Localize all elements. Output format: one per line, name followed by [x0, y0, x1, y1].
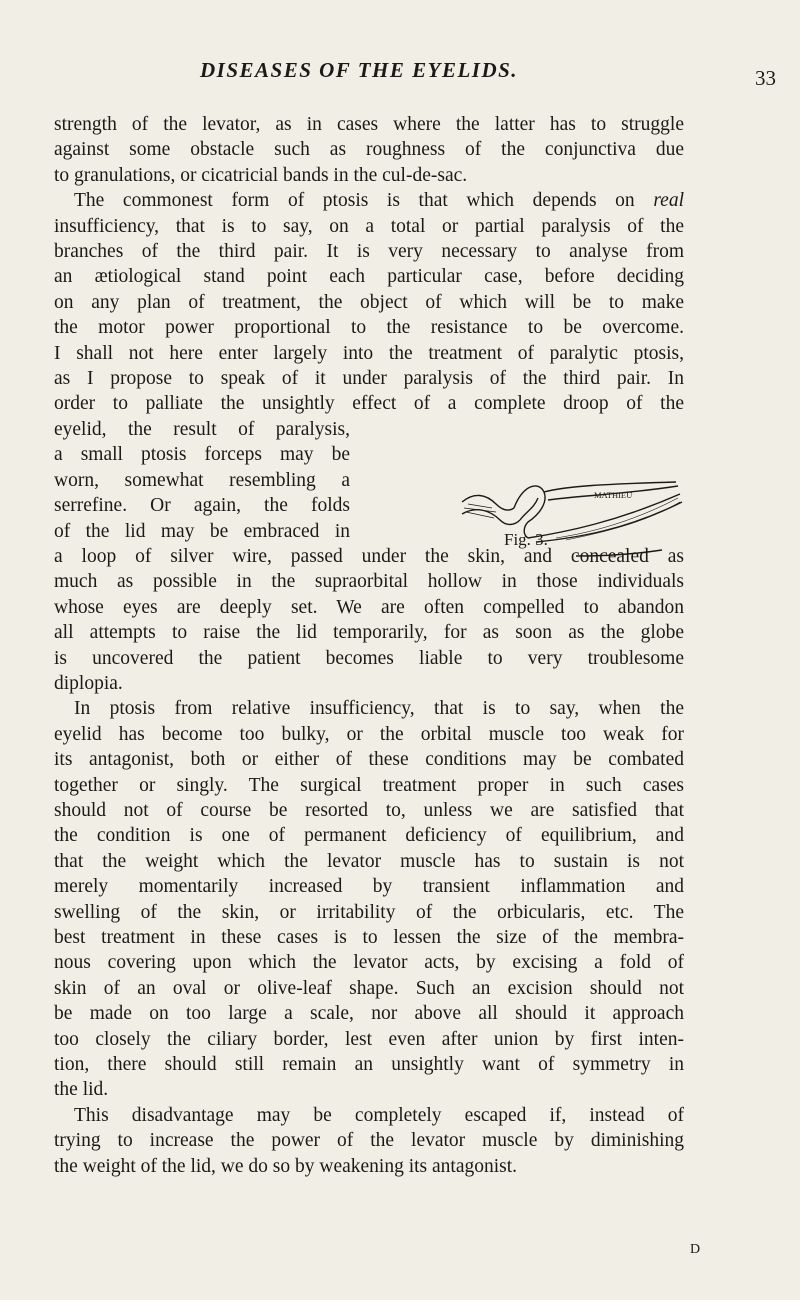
text-line: strength of the levator, as in cases where the latter has to struggle: [54, 114, 684, 135]
signature-mark: D: [690, 1242, 701, 1257]
text-line: much as possible in the supraorbital hollow in those individuals: [54, 571, 684, 593]
text-run: insufficiency, that is to say, on a total or partial paralysis of the: [54, 215, 684, 237]
italic-term: real: [653, 190, 685, 212]
text-line: that the weight which the levator muscle has to sustain is not: [54, 850, 684, 872]
text-line: the motor power proportional to the resistance to be overcome.: [54, 317, 684, 339]
text-line: as I propose to speak of it under paralysis of the third pair. In: [54, 368, 684, 390]
text-run: The commonest form of ptosis is that which depends on: [74, 190, 635, 212]
text-line: together or singly. The surgical treatment proper in such cases: [54, 774, 684, 796]
figure-caption: Fig. 3.: [504, 530, 548, 549]
text-line: against some obstacle such as roughness of the conjunctiva due: [54, 139, 684, 161]
text-line: all attempts to raise the lid temporarily, for as soon as the globe: [54, 622, 684, 644]
text-line: branches of the third pair. It is very necessary to analyse from: [54, 241, 684, 263]
engraved-maker-label: MATHIEU: [594, 490, 633, 500]
text-line: whose eyes are deeply set. We are often compelled to abandon: [54, 596, 684, 618]
text-line: should not of course be resorted to, unless we are satisfied that: [54, 799, 684, 821]
text-line: diplopia.: [54, 672, 123, 694]
text-line: nous covering upon which the levator acts, by excising a fold of: [54, 952, 684, 974]
text-line: This disadvantage may be completely escaped if, instead of: [74, 1104, 684, 1126]
text-line: too closely the ciliary border, lest even after union by first inten-: [54, 1028, 684, 1050]
text-line: [54, 214, 684, 239]
text-line: the condition is one of permanent deficiency of equilibrium, and: [54, 825, 684, 847]
text-line: skin of an oval or olive-leaf shape. Such an excision should not: [54, 977, 684, 999]
text-line: on any plan of treatment, the object of which will be to make: [54, 291, 684, 313]
text-line: its antagonist, both or either of these conditions may be combated: [54, 749, 684, 771]
text-line: tion, there should still remain an unsightly want of symmetry in: [54, 1054, 684, 1076]
text-line: the lid.: [54, 1079, 109, 1101]
text-line: order to palliate the unsightly effect of a complete droop of the: [54, 393, 684, 415]
text-line: best treatment in these cases is to lessen the size of the membra-: [54, 927, 684, 948]
text-line: be made on too large a scale, nor above all should it approach: [54, 1003, 684, 1025]
text-line: swelling of the skin, or irritability of the orbicularis, etc. The: [54, 901, 684, 923]
text-line: the weight of the lid, we do so by weakening its antagonist.: [54, 1155, 518, 1177]
text-line: eyelid has become too bulky, or the orbital muscle too weak for: [54, 723, 684, 745]
text-line: serrefine. Or again, the folds: [54, 495, 350, 517]
text-line: to granulations, or cicatricial bands in the cul-de-sac.: [54, 164, 468, 186]
ptosis-forceps-figure: [456, 472, 686, 582]
text-line: is uncovered the patient becomes liable to very troublesome: [54, 647, 684, 669]
forceps-engraving: [456, 472, 686, 582]
running-head: [0, 58, 800, 94]
text-line: eyelid, the result of paralysis,: [54, 418, 350, 440]
text-line: I shall not here enter largely into the treatment of paralytic ptosis,: [54, 342, 684, 364]
running-title: DISEASES OF THE EYELIDS.: [200, 58, 519, 82]
text-line: worn, somewhat resembling a: [54, 469, 350, 491]
text-line: trying to increase the power of the levator muscle by diminishing: [54, 1130, 684, 1152]
text-line: a small ptosis forceps may be: [54, 444, 350, 466]
text-line: a loop of silver wire, passed under the skin, and concealed as: [54, 545, 684, 567]
page-number: 33: [755, 66, 776, 90]
text-line: of the lid may be embraced in: [54, 520, 350, 542]
text-line: In ptosis from relative insufficiency, that is to say, when the: [74, 698, 684, 720]
text-line: [54, 188, 684, 213]
text-line: an ætiological stand point each particular case, before deciding: [54, 266, 684, 288]
body-text: [54, 112, 684, 1179]
text-line: merely momentarily increased by transient inflammation and: [54, 876, 684, 898]
